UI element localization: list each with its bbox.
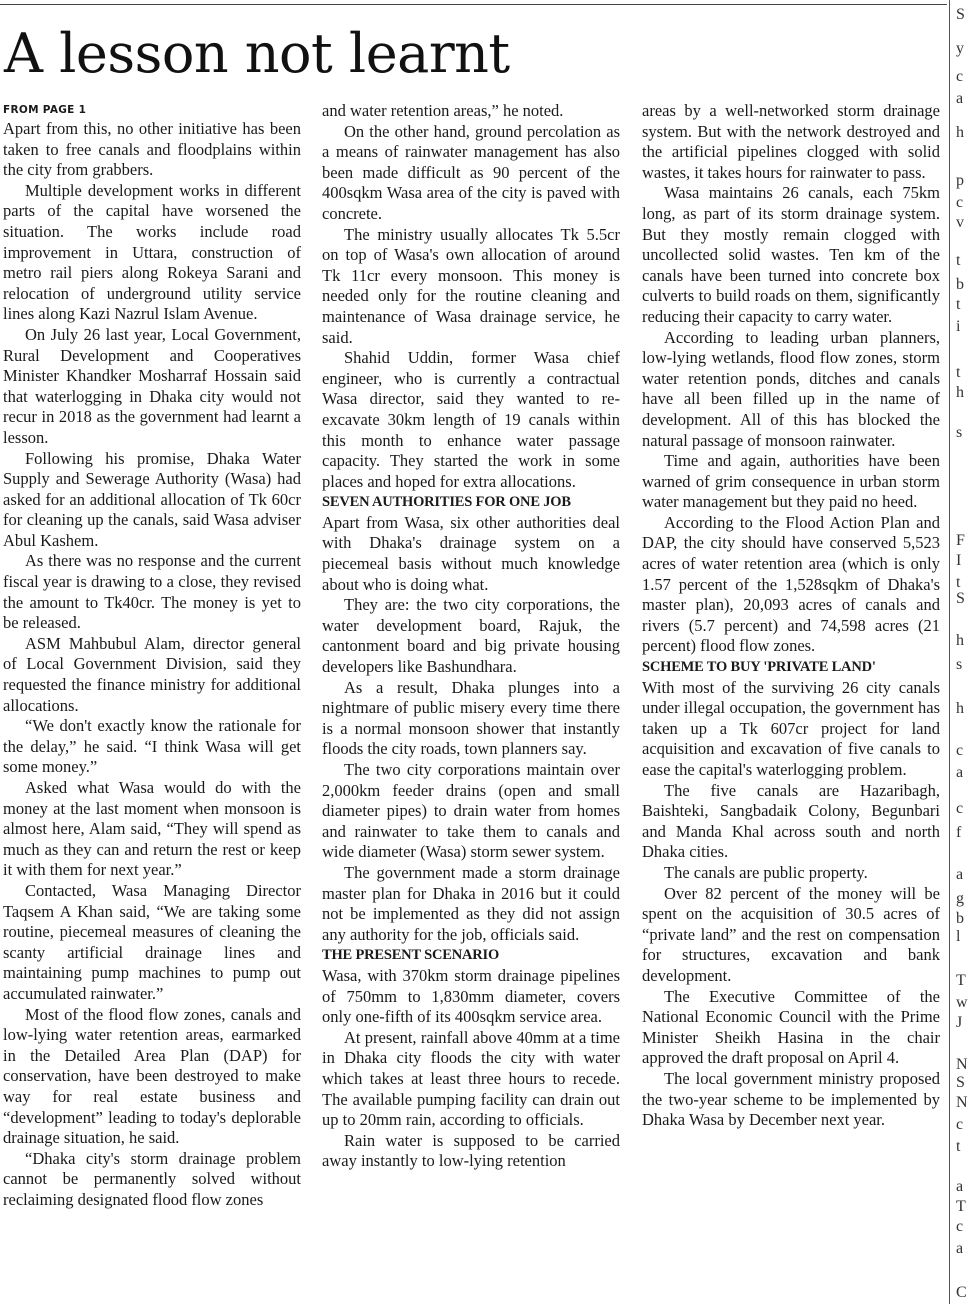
kicker: FROM PAGE 1 [3,104,87,116]
subheading: SEVEN AUTHORITIES FOR ONE JOB [322,494,571,511]
paragraph: According to leading urban planners, low-lying wetlands, flood flow zones, storm water retention ponds, ditches and canals have all been filled up in the name of development. All of this has blocked the natural passage of monsoon rainwater. [642,327,940,450]
paragraph: and water retention areas,” he noted. [322,101,564,120]
edge-letter: b [956,910,964,927]
edge-letter: l [956,928,961,945]
edge-letter: a [956,1240,964,1257]
edge-letter: a [956,90,964,107]
article-column-1 [3,101,301,1301]
edge-letter: T [956,972,966,989]
edge-letter: c [956,194,964,211]
paragraph: Time and again, authorities have been warned of grim consequence in urban storm water management but they paid no heed. [642,451,940,512]
edge-letter: C [956,1284,967,1301]
paragraph: They are: the two city corporations, the water development board, Rajuk, the cantonment board and big private housing developers like Bashundhara. [322,595,620,677]
edge-letter: c [956,742,964,759]
paragraph: The canals are public property. [664,862,868,882]
edge-letter: h [956,632,964,649]
edge-letter: w [956,994,968,1011]
paragraph: areas by a well-networked storm drainage system. But with the network destroyed and the artificial pipelines clogged with solid wastes, it takes hours for rainwater to pass. [642,101,940,182]
paragraph: Wasa, with 370km storm drainage pipelines of 750mm to 1,830mm diameter, covers only one-fifth of its 400sqkm service area. [322,965,620,1027]
edge-letter: t [956,364,961,381]
edge-letter: J [956,1014,963,1031]
paragraph: Multiple development works in different parts of the capital have worsened the situation. The works include road improvement in Uttara, construction of metro rail piers along Rokeya Sarani and relocation of underground utility service lines along Kazi Nazrul Islam Avenue. [3,180,301,324]
edge-letter: c [956,68,964,85]
paragraph: On the other hand, ground percolation as a means of rainwater management has also been made difficult as 90 percent of the 400sqkm Wasa area of the city is paved with concrete. [322,121,620,223]
article-column-3 [642,101,940,1301]
edge-letter: a [956,866,964,883]
edge-letter: N [956,1056,968,1073]
edge-letter: b [956,276,964,293]
edge-letter: c [956,800,964,817]
edge-letter: I [956,552,962,569]
paragraph: Shahid Uddin, former Wasa chief engineer, who is currently a contractual Wasa director, said they wanted to re-excavate 30km length of 19 canals within this month to enhance water passage capacity. They started the work in some places and hoped for extra allocations. [322,348,620,491]
edge-letter: y [956,40,964,57]
paragraph: Most of the flood flow zones, canals and low-lying water retention areas, earmarked in the Detailed Area Plan (DAP) for conservation, have been destroyed to make way for real estate business and “development” leading to today's deplorable drainage situation, he said. [3,1004,301,1148]
paragraph: “Dhaka city's storm drainage problem cannot be permanently solved without reclaiming designated flood flow zones [3,1148,301,1209]
paragraph: As there was no response and the current fiscal year is drawing to a close, they revised the amount to Tk40cr. The money is yet to be released. [3,551,301,633]
edge-letter: h [956,124,964,141]
paragraph: Rain water is supposed to be carried away instantly to low-lying retention [322,1130,620,1171]
paragraph: The five canals are Hazaribagh, Baishteki, Sangbadaik Colony, Begunbari and Manda Khal across south and north Dhaka cities. [642,780,940,862]
paragraph: Contacted, Wasa Managing Director Taqsem A Khan said, “We are taking some routine, piecemeal measures of cleaning the scanty artificial drainage lines and maintaining pump machines to pump out accumulated rainwater.” [3,880,301,1003]
edge-letter: t [956,296,961,313]
edge-letter: t [956,252,961,269]
edge-letter: N [956,1094,968,1111]
paragraph: The ministry usually allocates Tk 5.5cr on top of Wasa's own allocation of around Tk 11cr every monsoon. This money is needed only for the routine cleaning and maintenance of Wasa drainage service, he said. [322,224,620,347]
paragraph: Over 82 percent of the money will be spent on the acquisition of 30.5 acres of “private land” and the rest on compensation for structures, excavation and bank development. [642,883,940,985]
paragraph: With most of the surviving 26 city canals under illegal occupation, the government has taken up a Tk 607cr project for land acquisition and excavation of five canals to ease the capital's waterlogging problem. [642,677,940,779]
paragraph: As a result, Dhaka plunges into a nightmare of public misery every time there is a normal monsoon shower that instantly floods the city roads, town planners say. [322,677,620,759]
edge-letter: S [956,1074,965,1091]
paragraph: The local government ministry proposed the two-year scheme to be implemented by Dhaka Wasa by December next year. [642,1068,940,1130]
edge-letter: S [956,590,965,607]
paragraph: The government made a storm drainage master plan for Dhaka in 2016 but it could not be implemented as they did not assign any authority for the job, officials said. [322,862,620,944]
edge-letter: F [956,532,965,549]
edge-letter: f [956,824,962,841]
edge-letter: t [956,1138,961,1155]
subheading: THE PRESENT SCENARIO [322,947,500,964]
edge-letter: s [956,656,963,673]
paragraph: On July 26 last year, Local Government, Rural Development and Cooperatives Minister Khandker Mosharraf Hossain said that waterlogging in Dhaka city would not recur in 2018 as the government had learnt a lesson. [3,324,301,447]
edge-letter: s [956,424,963,441]
edge-letter: a [956,1178,964,1195]
paragraph: “We don't exactly know the rationale for the delay,” he said. “I think Wasa will get some money.” [3,716,301,777]
edge-letter: v [956,214,964,231]
edge-letter: h [956,384,964,401]
adjacent-article-edge [956,0,968,1304]
paragraph: Following his promise, Dhaka Water Supply and Sewerage Authority (Wasa) had asked for an additional allocation of Tk 60cr for cleaning up the canals, said Wasa adviser Abul Kashem. [3,448,301,550]
paragraph: ASM Mahbubul Alam, director general of Local Government Division, said they requested the finance ministry for additional allocations. [3,633,301,715]
edge-letter: t [956,574,961,591]
edge-letter: i [956,318,961,335]
paragraph: Apart from this, no other initiative has been taken to free canals and floodplains within the city from grabbers. [3,119,301,180]
paragraph: Wasa maintains 26 canals, each 75km long, as part of its storm drainage system. But they mostly remain clogged with uncollected solid wastes. Ten km of the canals have been turned into concrete box culverts to build roads on them, significantly reducing their capacity to carry water. [642,183,940,326]
paragraph: The Executive Committee of the National Economic Council with the Prime Minister Sheikh Hasina in the chair approved the draft proposal on April 4. [642,986,940,1068]
paragraph: At present, rainfall above 40mm at a time in Dhaka city floods the city with water which takes at least three hours to recede. The available pumping facility can drain out up to 20mm rain, according to officials. [322,1027,620,1130]
paragraph: According to the Flood Action Plan and DAP, the city should have conserved 5,523 acres of water retention area (which is only 1.57 percent of the 1,528sqkm of Dhaka's master plan), 20,093 acres of canals and rivers (5.7 percent) and 74,598 acres (21 percent) flood flow zones. [642,512,940,656]
paragraph: Apart from Wasa, six other authorities deal with Dhaka's drainage system on a piecemeal basis without much knowledge about who is doing what. [322,512,620,594]
edge-letter: S [956,6,965,23]
article-column-2 [322,101,620,1301]
edge-letter: c [956,1218,964,1235]
paragraph: The two city corporations maintain over 2,000km feeder drains (open and small diameter pipes) to drain water from homes and rainwater to take them to canals and wide diameter (Wasa) storm sewer system. [322,760,620,862]
edge-letter: h [956,700,964,717]
column-rule [949,0,950,1304]
headline: A lesson not learnt [4,22,510,85]
edge-letter: a [956,764,964,781]
paragraph: Asked what Wasa would do with the money at the last moment when monsoon is almost here, Alam said, “They will spend as much as they can and return the rest or keep it with them for next year.” [3,778,301,880]
edge-letter: c [956,1116,964,1133]
edge-letter: p [956,172,964,189]
top-rule [0,4,947,5]
edge-letter: g [956,890,964,907]
subheading: SCHEME TO BUY 'PRIVATE LAND' [642,659,876,676]
edge-letter: T [956,1198,966,1215]
